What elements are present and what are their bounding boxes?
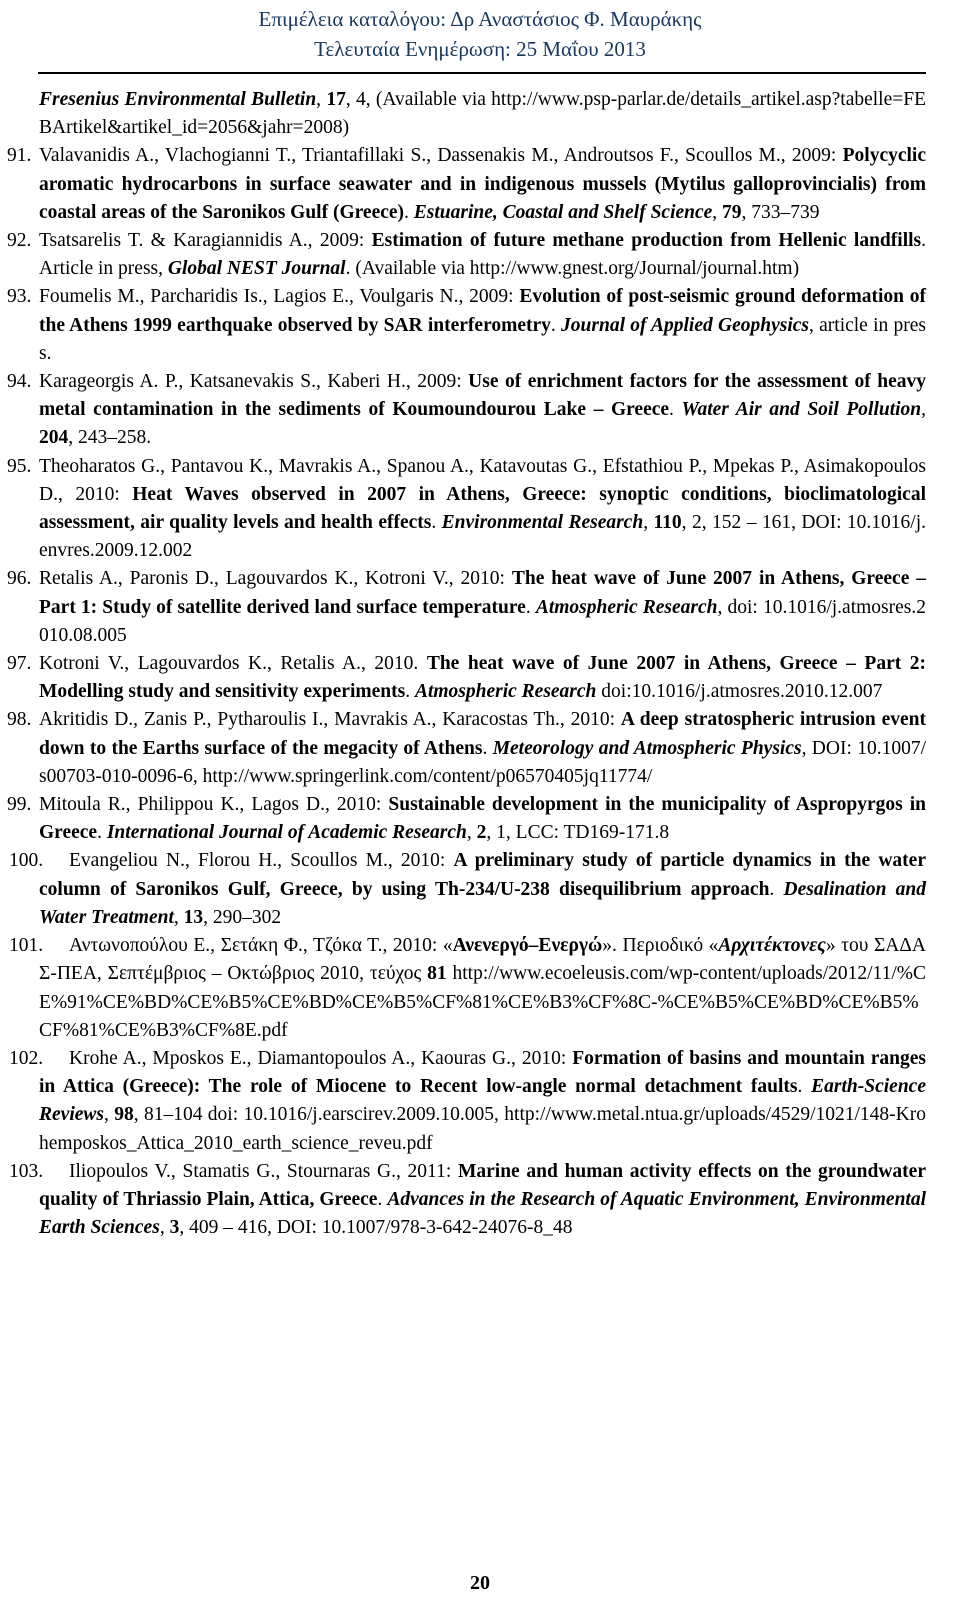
- reference-journal: Desalination and Water Treatment: [39, 878, 926, 928]
- reference-title: The heat wave of June 2007 in Athens, Greece – Part 2: Modelling study and sensitivity experiments: [39, 653, 926, 703]
- reference-number: 101.: [9, 935, 44, 957]
- reference-number: 91.: [7, 145, 32, 167]
- reference-number: 92.: [7, 230, 32, 252]
- reference-journal: Αρχιτέκτονες: [718, 935, 826, 957]
- reference-list: [0, 86, 960, 1242]
- reference-journal: Environmental Research: [441, 512, 644, 534]
- reference-title: The heat wave of June 2007 in Athens, Greece – Part 1: Study of satellite derived land surface temperature: [39, 568, 926, 618]
- reference-title: Polycyclic aromatic hydrocarbons in surface seawater and in indigenous mussels (Mytilus galloprovincialis) from coastal areas of the Saronikos Gulf (Greece): [39, 145, 926, 223]
- reference-authors: Theoharatos G., Pantavou K., Mavrakis A., Spanou A., Katavoutas G., Efstathiou P., Mpekas P., Asimakopoulos D., 2010:: [39, 455, 926, 505]
- reference-volume: 98: [114, 1104, 134, 1126]
- reference-item: [0, 565, 960, 650]
- reference-item: 95. Theoharatos G., Pantavou K., Mavrakis A., Spanou A., Katavoutas G., Efstathiou P., Mpekas P., Asimakopoulos D., 2010: Heat Waves observed in 2007 in Athens, Greece: synoptic conditions, bioclimatological assessment, air quality levels and health effects. Environmental Research, 110, 2, 152 – 161, DOI: 10.1016/j.envres.2009.12.002: [0, 453, 960, 566]
- reference-rest: . (Available via http://www.gnest.org/Journal/journal.htm): [345, 258, 800, 280]
- reference-title: Marine and human activity effects on the groundwater quality of Thriassio Plain, Attica, Greece: [39, 1160, 926, 1210]
- reference-separator: . Article in press,: [39, 230, 926, 280]
- reference-title: Evolution of post-seismic ground deformation of the Athens 1999 earthquake observed by SAR interferometry: [39, 286, 926, 336]
- reference-issue: 81: [427, 963, 447, 985]
- reference-authors: Mitoula R., Philippou K., Lagos D., 2010:: [39, 794, 389, 816]
- reference-item: [0, 283, 960, 368]
- header-editor-line: Επιμέλεια καταλόγου: Δρ Αναστάσιος Φ. Μαυράκης: [258, 7, 702, 31]
- header-update-line: Τελευταία Ενημέρωση: 25 Μαΐου 2013: [314, 37, 646, 61]
- reference-volume: 3: [169, 1217, 180, 1239]
- reference-title: Use of enrichment factors for the assessment of heavy metal contamination in the sediments of Koumoundourou Lake – Greece: [39, 371, 927, 421]
- reference-number: 94.: [7, 371, 32, 393]
- reference-authors: Karageorgis A. P., Katsanevakis S., Kaberi H., 2009:: [39, 371, 469, 393]
- reference-journal: Atmospheric Research: [535, 596, 718, 618]
- reference-volume: 79: [722, 201, 742, 223]
- reference-item: 91. Valavanidis A., Vlachogianni T., Triantafillaki S., Dassenakis M., Androutsos F., Scoullos M., 2009: Polycyclic aromatic hydrocarbons in surface seawater and in indigenous mussels (Mytilus galloprovincialis) from coastal areas of the Saronikos Gulf (Greece). Estuarine, Coastal and Shelf Science, 79, 733–739: [0, 142, 960, 227]
- reference-rest: , 243–258.: [68, 427, 152, 449]
- reference-title: A preliminary study of particle dynamics in the water column of Saronikos Gulf, Greece, by using Th-234/U-238 disequilibrium approach: [39, 850, 926, 900]
- reference-number: 98.: [7, 709, 32, 731]
- reference-rest: doi:10.1016/j.atmosres.2010.12.007: [596, 681, 883, 703]
- reference-item: 100. Evangeliou N., Florou H., Scoullos M., 2010: A preliminary study of particle dynamics in the water column of Saronikos Gulf, Greece, by using Th-234/U-238 disequilibrium approach. Desalination and Water Treatment, 13, 290–302: [0, 847, 960, 932]
- reference-separator: .: [404, 201, 414, 223]
- reference-journal: Estuarine, Coastal and Shelf Science: [413, 201, 713, 223]
- reference-journal: Journal of Applied Geophysics: [561, 314, 809, 336]
- reference-rest: , 409 – 416, DOI: 10.1007/978-3-642-24076-8_48: [179, 1217, 573, 1239]
- reference-separator: .: [669, 399, 682, 421]
- reference-number: 96.: [7, 568, 32, 590]
- reference-continuation: Fresenius Environmental Bulletin, 17, 4, (Available via http://www.psp-parlar.de/details_artikel.asp?tabelle=FEBArtikel&artikel_id=2056&jahr=2008): [39, 89, 927, 139]
- reference-number: 97.: [7, 653, 32, 675]
- reference-journal: Water Air and Soil Pollution: [681, 399, 922, 421]
- reference-number: 100.: [9, 850, 44, 872]
- reference-separator: .: [377, 1188, 388, 1210]
- reference-rest: , 81–104 doi: 10.1016/j.earscirev.2009.10.005, http://www.metal.ntua.gr/uploads/4529/1021/148-Krohemposkos_Attica_2010_earth_science_reveu.pdf: [39, 1104, 927, 1154]
- reference-separator: .: [769, 878, 784, 900]
- reference-number: 93.: [7, 286, 32, 308]
- reference-rest: , 4, (Available via http://www.psp-parlar.de/details_artikel.asp?tabelle=FEBArtikel&artikel_id=2056&jahr=2008): [39, 89, 927, 139]
- reference-volume: 2: [476, 822, 487, 844]
- reference-rest: , 290–302: [203, 906, 282, 928]
- reference-title: Formation of basins and mountain ranges in Attica (Greece): The role of Miocene to Recent low-angle normal detachment faults: [39, 1047, 926, 1098]
- reference-journal: Meteorology and Atmospheric Physics: [492, 737, 802, 759]
- reference-item: 103. Iliopoulos V., Stamatis G., Stournaras G., 2011: Marine and human activity effects on the groundwater quality of Thriassio Plain, Attica, Greece. Advances in the Research of Aquatic Environment, Environmental Earth Sciences, 3, 409 – 416, DOI: 10.1007/978-3-642-24076-8_48: [0, 1158, 960, 1243]
- reference-authors: Αντωνοπούλου Ε., Σετάκη Φ., Τζόκα Τ., 2010: «: [69, 935, 453, 957]
- reference-separator: .: [550, 314, 562, 336]
- reference-journal: Advances in the Research of Aquatic Environment, Environmental Earth Sciences: [39, 1188, 926, 1239]
- reference-items: [0, 142, 960, 1242]
- reference-authors: Kotroni V., Lagouvardos K., Retalis A., 2010.: [39, 653, 427, 675]
- reference-item: 102. Krohe A., Mposkos E., Diamantopoulos A., Kaouras G., 2010: Formation of basins and mountain ranges in Attica (Greece): The role of Miocene to Recent low-angle normal detachment faults. Earth-Science Reviews, 98, 81–104 doi: 10.1016/j.earscirev.2009.10.005, http://www.metal.ntua.gr/uploads/4529/1021/148-Krohemposkos_Attica_2010_earth_science_reveu.pdf: [0, 1045, 960, 1158]
- reference-separator: ». Περιοδικό «: [602, 935, 719, 957]
- reference-item: [0, 932, 960, 1045]
- reference-separator: .: [405, 681, 415, 703]
- reference-title: A deep stratospheric intrusion event down to the Earths surface of the megacity of Athens: [39, 709, 926, 759]
- reference-journal: Atmospheric Research: [414, 681, 597, 703]
- reference-separator: .: [482, 737, 493, 759]
- reference-rest: » του ΣΑΔΑΣ-ΠΕΑ, Σεπτέμβριος – Οκτώβριος 2010, τεύχος: [39, 935, 926, 985]
- reference-journal: International Journal of Academic Research: [106, 822, 467, 844]
- reference-number: 95.: [7, 455, 32, 477]
- reference-title: Estimation of future methane production from Hellenic landfills: [371, 230, 922, 252]
- reference-rest: , doi: 10.1016/j.atmosres.2010.08.005: [39, 596, 926, 646]
- reference-authors: Iliopoulos V., Stamatis G., Stournaras G., 2011:: [69, 1160, 458, 1182]
- reference-journal: Earth-Science Reviews: [39, 1076, 926, 1126]
- reference-title: Sustainable development in the municipality of Aspropyrgos in Greece: [39, 794, 926, 844]
- reference-journal: Fresenius Environmental Bulletin: [39, 89, 317, 110]
- reference-separator: .: [97, 822, 107, 844]
- reference-volume: 17: [326, 89, 346, 110]
- reference-rest: , 2, 152 – 161, DOI: 10.1016/j.envres.2009.12.002: [39, 512, 926, 562]
- reference-rest: , 733–739: [741, 201, 820, 223]
- reference-rest: , 1, LCC: TD169-171.8: [486, 822, 670, 844]
- reference-link: http://www.ecoeleusis.com/wp-content/uploads/2012/11/%CE%91%CE%BD%CE%B5%CE%BD%CE%B5%CF%81%CE%B3%CF%8C-%CE%B5%CE%BD%CE%B5%CF%81%CE%B3%CF%8E.pdf: [39, 963, 927, 1041]
- reference-authors: Krohe A., Mposkos E., Diamantopoulos A., Kaouras G., 2010:: [69, 1047, 573, 1069]
- reference-authors: Retalis A., Paronis D., Lagouvardos K., Kotroni V., 2010:: [39, 568, 512, 590]
- reference-item: 94. Karageorgis A. P., Katsanevakis S., Kaberi H., 2009: Use of enrichment factors for the assessment of heavy metal contamination in the sediments of Koumoundourou Lake – Greece. Water Air and Soil Pollution, 204, 243–258.: [0, 368, 960, 453]
- reference-item: [0, 706, 960, 791]
- reference-authors: Valavanidis A., Vlachogianni T., Triantafillaki S., Dassenakis M., Androutsos F., Scoullos M., 2009:: [39, 145, 843, 167]
- header-divider: [38, 72, 926, 74]
- page-header: [0, 4, 960, 64]
- reference-volume: 110: [653, 512, 682, 534]
- reference-title: Heat Waves observed in 2007 in Athens, Greece: synoptic conditions, bioclimatological assessment, air quality levels and health effects: [39, 483, 926, 534]
- reference-rest: , article in press.: [39, 314, 926, 364]
- reference-authors: Tsatsarelis T. & Karagiannidis A., 2009:: [39, 230, 372, 252]
- reference-authors: Evangeliou N., Florou H., Scoullos M., 2010:: [69, 850, 454, 872]
- reference-item: 99. Mitoula R., Philippou K., Lagos D., 2010: Sustainable development in the municipality of Aspropyrgos in Greece. International Journal of Academic Research, 2, 1, LCC: TD169-171.8: [0, 791, 960, 847]
- page-number: 20: [470, 1572, 490, 1594]
- reference-title: Ανενεργό–Ενεργώ: [452, 935, 603, 957]
- reference-volume: 13: [183, 906, 204, 928]
- reference-item: [0, 650, 960, 706]
- reference-journal: Global NEST Journal: [167, 258, 346, 280]
- reference-item: [0, 227, 960, 283]
- reference-number: 99.: [7, 794, 32, 816]
- reference-rest: , DOI: 10.1007/s00703-010-0096-6, http://www.springerlink.com/content/p06570405jq11774/: [39, 737, 927, 787]
- reference-authors: Akritidis D., Zanis P., Pytharoulis I., Mavrakis A., Karacostas Th., 2010:: [39, 709, 621, 731]
- reference-separator: .: [431, 512, 442, 534]
- reference-authors: Foumelis M., Parcharidis Is., Lagios E., Voulgaris N., 2009:: [39, 286, 520, 308]
- reference-separator: .: [525, 596, 536, 618]
- reference-number: 103.: [9, 1160, 44, 1182]
- reference-separator: .: [797, 1076, 812, 1098]
- reference-number: 102.: [9, 1047, 44, 1069]
- reference-volume: 204: [39, 427, 69, 449]
